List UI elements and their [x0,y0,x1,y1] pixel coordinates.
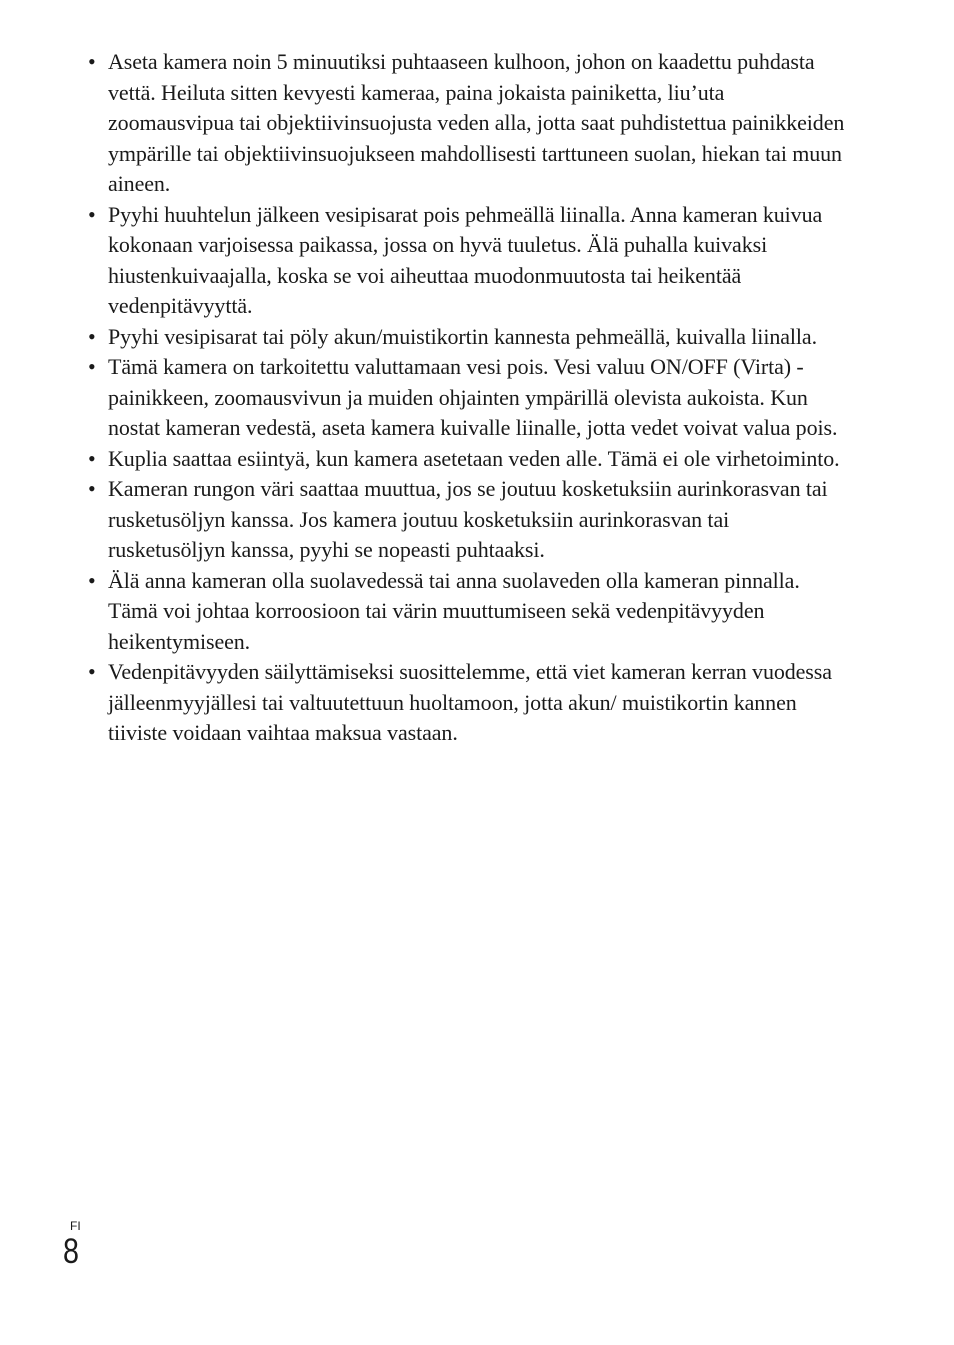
bullet-icon: • [88,49,96,74]
page-language-code: FI [70,1219,81,1233]
list-item [88,322,848,353]
list-item-text: Pyyhi huuhtelun jälkeen vesipisarat pois pehmeällä liinalla. Anna kameran kuivua kokonaan varjoisessa paikassa, jossa on hyvä tuuletus. Älä puhalla kuivaksi hiustenkuivaajalla, koska se voi aiheuttaa muodonmuutosta tai heikentää vedenpitävyyttä. [108,201,823,318]
bullet-icon: • [88,354,96,379]
list-item [88,444,848,475]
list-item [88,474,848,566]
list-item-text: Kuplia saattaa esiintyä, kun kamera asetetaan veden alle. Tämä ei ole virhetoiminto. [108,445,840,471]
bullet-icon: • [88,476,96,501]
bullet-icon: • [88,659,96,684]
list-item [88,352,848,444]
bullet-icon: • [88,445,96,471]
page-number: 8 [63,1232,79,1271]
list-item-text: Tämä kamera on tarkoitettu valuttamaan vesi pois. Vesi valuu ON/OFF (Virta) -painikkeen, zoomausvivun ja muiden ohjainten ympärillä olevista aukoista. Kun nostat kameran vedestä, aseta kamera kuivalle liinalle, jotta vedet voivat valua pois. [108,354,838,440]
bullet-icon: • [88,567,96,593]
list-item [88,200,848,322]
list-item-text: Kameran rungon väri saattaa muuttua, jos se joutuu kosketuksiin aurinkorasvan tai rusketusöljyn kanssa. Jos kamera joutuu kosketuksiin aurinkorasvan tai rusketusöljyn kanssa, pyyhi se nopeasti puhtaaksi. [108,476,828,562]
list-item-text: Pyyhi vesipisarat tai pöly akun/muistikortin kannesta pehmeällä, kuivalla liinalla. [108,323,817,349]
list-item [88,566,848,658]
list-item-text: Älä anna kameran olla suolavedessä tai anna suolaveden olla kameran pinnalla. Tämä voi johtaa korroosioon tai värin muuttumiseen sekä vedenpitävyyden heikentymiseen. [108,567,800,654]
bullet-icon: • [88,323,96,349]
list-item-text: Vedenpitävyyden säilyttämiseksi suosittelemme, että viet kameran kerran vuodessa jälleenmyyjällesi tai valtuutettuun huoltamoon, jotta akun/ muistikortin kannen tiiviste voidaan vaihtaa maksua vastaan. [108,659,832,745]
bullet-icon: • [88,201,96,227]
list-item [88,47,848,200]
list-item [88,657,848,749]
care-instructions-list [88,47,848,749]
list-item-text: Aseta kamera noin 5 minuutiksi puhtaaseen kulhoon, johon on kaadettu puhdasta vettä. Heiluta sitten kevyesti kameraa, paina jokaista painiketta, liu’uta zoomausvipua tai objektiivinsuojusta veden alla, jotta saat puhdistettua painikkeiden ympärille tai objektiivinsuojukseen mahdollisesti tarttuneen suolan, hiekan tai muun aineen. [108,49,845,196]
